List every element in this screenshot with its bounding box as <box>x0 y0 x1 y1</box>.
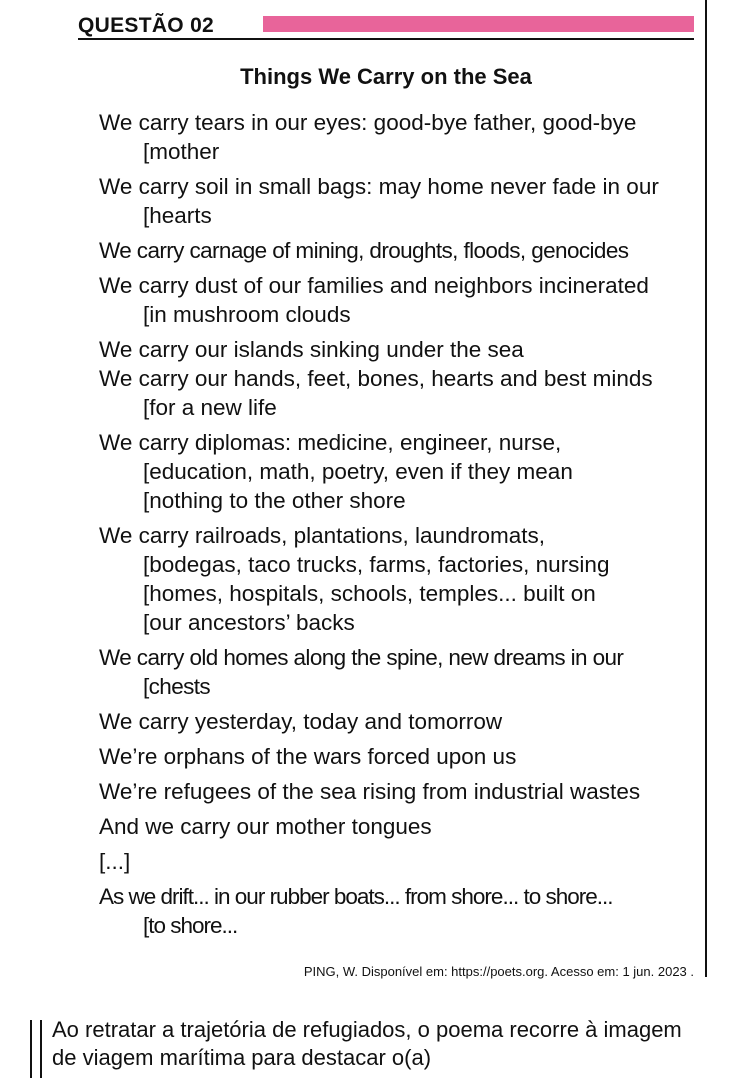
header-accent-bar <box>263 16 694 32</box>
poem-line-continuation: [chests <box>143 674 211 699</box>
poem-line-continuation: [in mushroom clouds <box>143 302 351 327</box>
poem-stanza <box>99 108 689 166</box>
poem-stanza <box>99 643 689 701</box>
poem-stanza <box>99 172 689 230</box>
poem-line-continuation: [bodegas, taco trucks, farms, factories, nursing <box>143 552 610 577</box>
poem-stanza <box>99 335 689 364</box>
poem-stanza <box>99 364 689 422</box>
question-header <box>78 14 694 40</box>
poem-line: We carry carnage of mining, droughts, floods, genocides <box>99 238 629 263</box>
poem-stanza <box>99 812 689 841</box>
poem-line: [...] <box>99 849 131 874</box>
poem-line: We carry soil in small bags: may home never fade in our <box>99 174 659 199</box>
poem-line: We carry old homes along the spine, new dreams in our <box>99 645 624 670</box>
question-margin-bars <box>30 1020 42 1078</box>
poem-line-continuation: [nothing to the other shore <box>143 488 406 513</box>
poem-line: We carry our islands sinking under the sea <box>99 337 524 362</box>
source-citation: PING, W. Disponível em: https://poets.org. Acesso em: 1 jun. 2023 . <box>303 964 694 979</box>
poem-body <box>99 108 689 946</box>
poem-stanza <box>99 521 689 637</box>
poem-line: We carry our hands, feet, bones, hearts and best minds <box>99 366 653 391</box>
poem-title: Things We Carry on the Sea <box>240 64 532 89</box>
poem-stanza <box>99 707 689 736</box>
question-number: QUESTÃO 02 <box>78 14 215 37</box>
poem-line-continuation: [hearts <box>143 203 212 228</box>
poem-line: We carry railroads, plantations, laundromats, <box>99 523 546 548</box>
poem-stanza <box>99 428 689 515</box>
poem-line: We’re refugees of the sea rising from industrial wastes <box>99 779 641 804</box>
poem-line-continuation: [to shore... <box>143 913 238 938</box>
poem-line: We carry diplomas: medicine, engineer, nurse, <box>99 430 562 455</box>
poem-line-continuation: [education, math, poetry, even if they mean <box>143 459 573 484</box>
poem-line-continuation: [for a new life <box>143 395 277 420</box>
poem-line-continuation: [mother <box>143 139 220 164</box>
poem-stanza <box>99 271 689 329</box>
poem-line-continuation: [our ancestors’ backs <box>143 610 355 635</box>
right-border-rule <box>705 0 707 977</box>
poem-line: We carry tears in our eyes: good-bye father, good-bye <box>99 110 637 135</box>
poem-stanza <box>99 777 689 806</box>
poem-line: We’re orphans of the wars forced upon us <box>99 744 517 769</box>
poem-stanza <box>99 236 689 265</box>
poem-stanza <box>99 847 689 876</box>
poem-line: As we drift... in our rubber boats... from shore... to shore... <box>99 884 613 909</box>
poem-line-continuation: [homes, hospitals, schools, temples... built on <box>143 581 596 606</box>
poem-line: And we carry our mother tongues <box>99 814 432 839</box>
poem-stanza <box>99 882 689 940</box>
poem-line: We carry dust of our families and neighbors incinerated <box>99 273 649 298</box>
header-underline <box>78 38 694 40</box>
poem-line: We carry yesterday, today and tomorrow <box>99 709 503 734</box>
question-stem: Ao retratar a trajetória de refugiados, o poema recorre à imagem de viagem marítima para destacar o(a) <box>52 1017 682 1070</box>
poem-stanza <box>99 742 689 771</box>
